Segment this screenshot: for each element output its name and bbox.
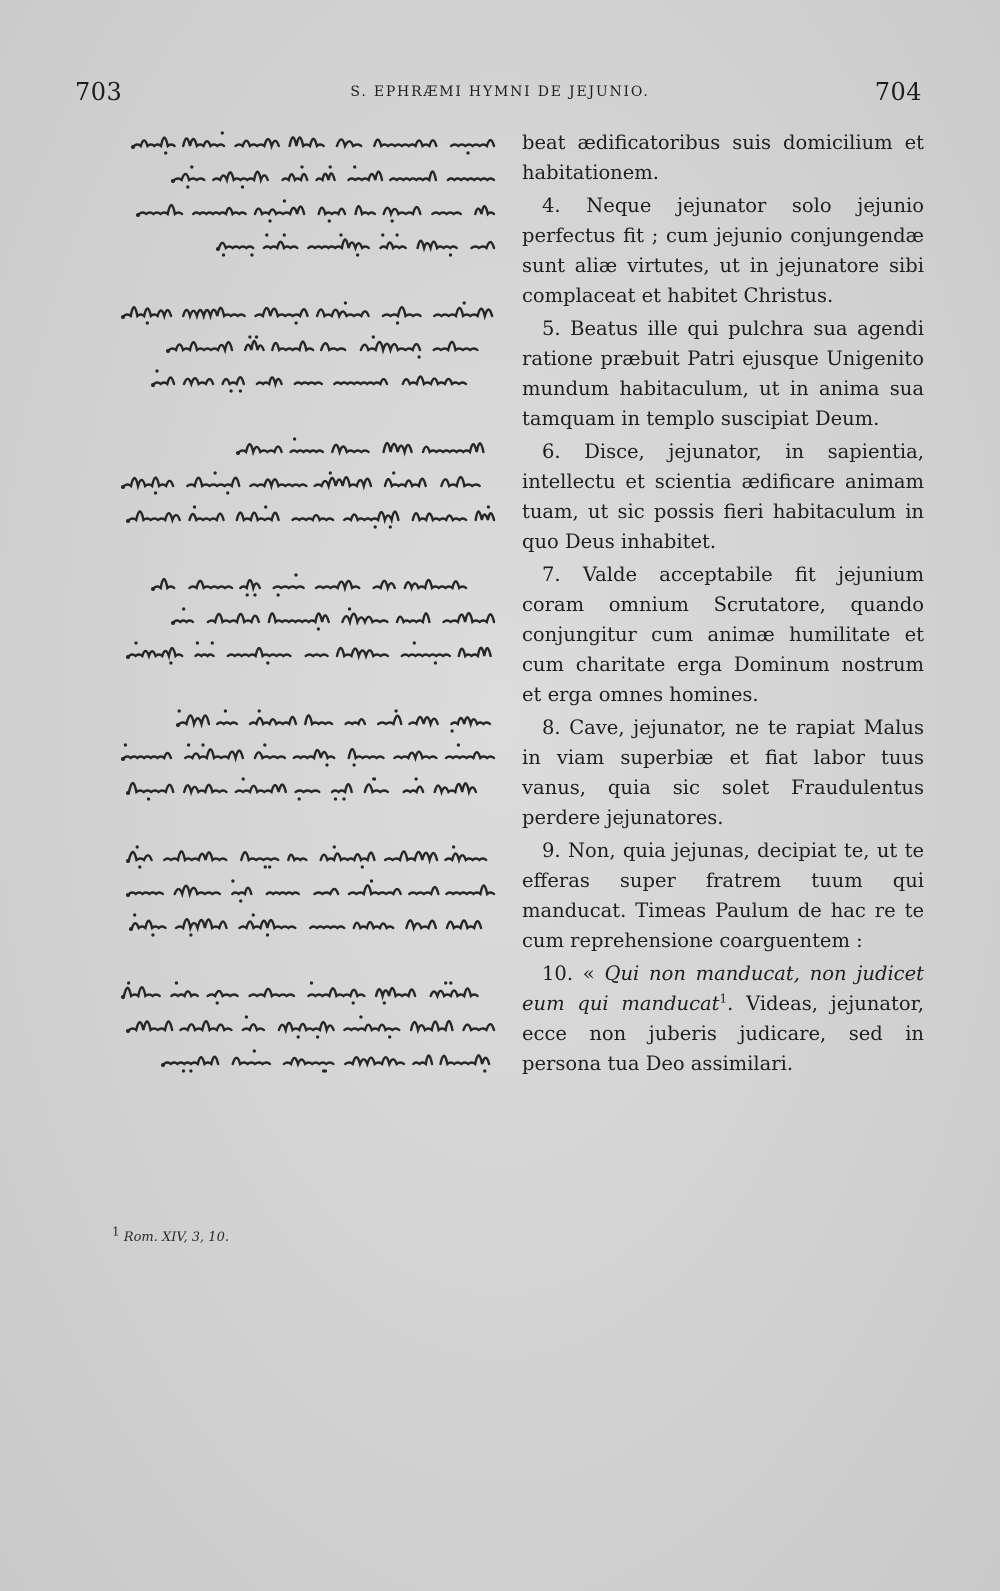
syriac-stanza	[95, 977, 500, 1077]
syriac-stanza	[95, 569, 500, 669]
syriac-line	[95, 569, 500, 601]
syriac-line	[95, 705, 500, 737]
latin-paragraph-5: 5. Beatus ille qui pulchra sua agendi ratione præbuit Patri ejusque Unigenito mundum habitaculum, ut in anima sua tamquam in templo suscipiat Deum.	[522, 317, 924, 430]
latin-paragraph-3-cont: beat ædificatoribus suis domicilium et habitationem.	[522, 131, 924, 184]
syriac-stanza	[95, 841, 500, 941]
syriac-script-graphic	[125, 774, 500, 804]
syriac-script-graphic	[150, 366, 500, 396]
syriac-line	[95, 977, 500, 1009]
syriac-script-graphic	[128, 910, 500, 940]
syriac-line	[95, 433, 500, 465]
syriac-script-graphic	[125, 876, 500, 906]
syriac-line	[95, 127, 500, 159]
footnote-ref: 1	[719, 991, 728, 1006]
syriac-line	[95, 501, 500, 533]
syriac-line	[95, 841, 500, 873]
syriac-line	[95, 1045, 500, 1077]
syriac-script-graphic	[235, 434, 500, 464]
syriac-line	[95, 1011, 500, 1043]
syriac-stanza	[95, 705, 500, 805]
syriac-script-graphic	[130, 128, 500, 158]
page-number-right: 704	[874, 78, 922, 106]
syriac-stanza	[95, 127, 500, 261]
syriac-script-graphic	[170, 604, 500, 634]
syriac-stanza	[95, 297, 500, 397]
syriac-script-graphic	[175, 706, 500, 736]
syriac-script-graphic	[170, 162, 500, 192]
syriac-line	[95, 161, 500, 193]
syriac-text-column	[95, 127, 500, 1113]
syriac-stanza	[95, 433, 500, 533]
syriac-script-graphic	[150, 570, 500, 600]
syriac-script-graphic	[165, 332, 500, 362]
latin-text-column	[522, 128, 924, 1082]
syriac-script-graphic	[120, 468, 500, 498]
syriac-script-graphic	[120, 298, 500, 328]
latin-paragraph-6: 6. Disce, jejunator, in sapientia, intellectu et scientia ædificare animam tuam, ut sic possis fieri habitaculum in quo Deus inhabitet.	[522, 440, 924, 553]
syriac-script-graphic	[120, 978, 500, 1008]
syriac-line	[95, 739, 500, 771]
scripture-quote: Qui non manducat, non judicet eum qui manducat	[522, 962, 924, 1015]
footnote: $^1$ Rom. XIV, 3, 10.	[112, 1224, 229, 1245]
syriac-line	[95, 331, 500, 363]
syriac-script-graphic	[125, 638, 500, 668]
latin-paragraph-4: 4. Neque jejunator solo jejunio perfectus fit ; cum jejunio conjungendæ sunt aliæ virtutes, ut in jejunatore sibi complaceat et habitet Christus.	[522, 194, 924, 307]
syriac-line	[95, 297, 500, 329]
syriac-line	[95, 773, 500, 805]
latin-paragraph-8: 8. Cave, jejunator, ne te rapiat Malus in viam superbiæ et fiat labor tuus vanus, quia sic solet Fraudulentus perdere jejunatores.	[522, 716, 924, 829]
syriac-script-graphic	[215, 230, 500, 260]
syriac-line	[95, 637, 500, 669]
syriac-script-graphic	[125, 1012, 500, 1042]
syriac-line	[95, 909, 500, 941]
syriac-line	[95, 875, 500, 907]
syriac-line	[95, 229, 500, 261]
syriac-script-graphic	[125, 502, 500, 532]
syriac-script-graphic	[160, 1046, 500, 1076]
syriac-script-graphic	[125, 842, 500, 872]
syriac-line	[95, 365, 500, 397]
latin-paragraph-9: 9. Non, quia jejunas, decipiat te, ut te efferas super fratrem tuum qui manducat. Timeas Paulum de hac re te cum reprehensione coarguentem :	[522, 839, 924, 952]
running-title: S. EPHRÆMI HYMNI DE JEJUNIO.	[350, 84, 650, 100]
syriac-script-graphic	[120, 740, 500, 770]
syriac-line	[95, 467, 500, 499]
syriac-line	[95, 603, 500, 635]
page-number-left: 703	[75, 78, 123, 106]
latin-paragraph-10: 10. « Qui non manducat, non judicet eum qui manducat$^1$. Videas, jejunator, ecce non juberis judicare, sed in persona tua Deo assimilari.	[522, 962, 924, 1075]
latin-paragraph-7: 7. Valde acceptabile fit jejunium coram omnium Scrutatore, quando conjungitur cum animæ humilitate et cum charitate erga Dominum nostrum et erga omnes homines.	[522, 563, 924, 706]
syriac-line	[95, 195, 500, 227]
syriac-script-graphic	[135, 196, 500, 226]
